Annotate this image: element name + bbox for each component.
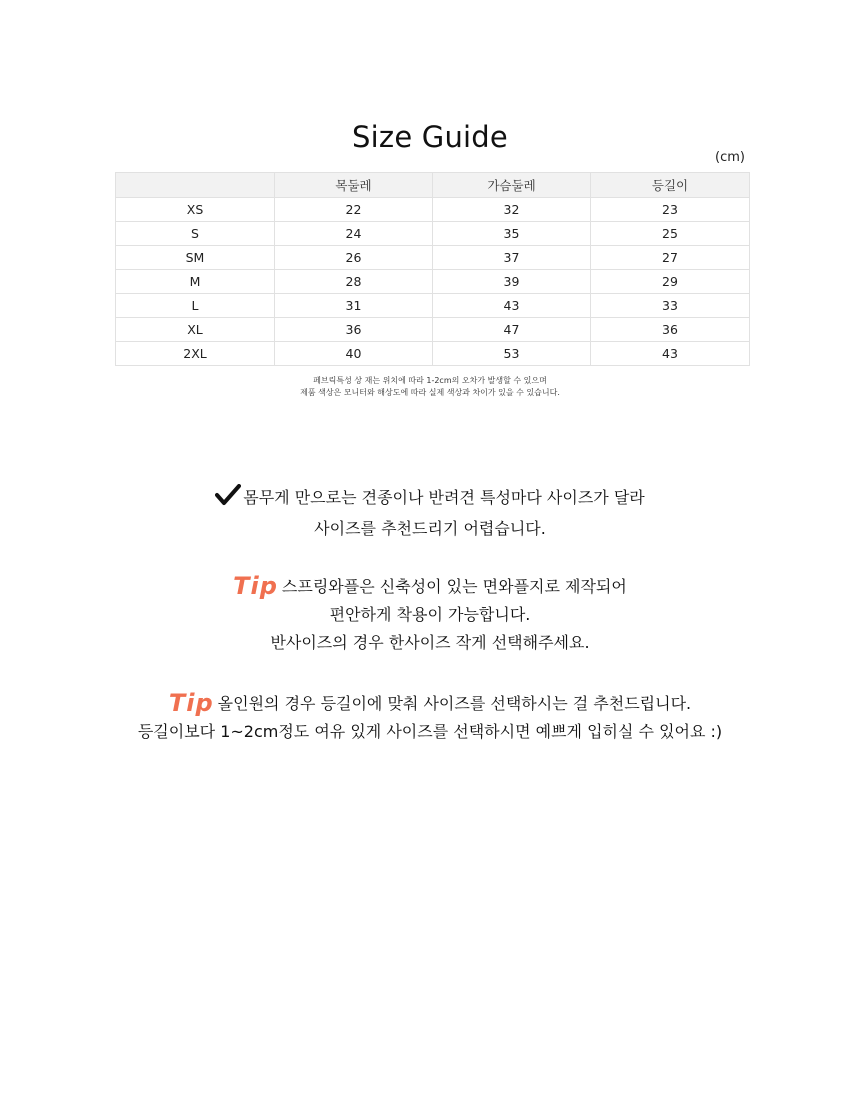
- size-cell: XL: [116, 318, 275, 342]
- neck-cell: 40: [275, 342, 433, 366]
- tip-badge: Tip: [168, 689, 214, 717]
- chest-cell: 47: [433, 318, 591, 342]
- tip-allinone: [0, 690, 860, 746]
- tip-line: 등길이보다 1~2cm정도 여유 있게 사이즈를 선택하시면 예쁘게 입히실 수 있어요 :): [137, 722, 723, 741]
- chest-cell: 35: [433, 222, 591, 246]
- back-cell: 29: [591, 270, 750, 294]
- table-row: [116, 270, 750, 294]
- size-cell: L: [116, 294, 275, 318]
- note-line: 페브릭특성 상 재는 위치에 따라 1-2cm의 오차가 발생할 수 있으며: [313, 376, 547, 385]
- size-table: [115, 172, 750, 366]
- tip-badge: Tip: [233, 572, 278, 600]
- chest-cell: 43: [433, 294, 591, 318]
- tip-line: [0, 690, 860, 718]
- tip-waffle: [0, 573, 860, 657]
- back-cell: 27: [591, 246, 750, 270]
- table-row: [116, 342, 750, 366]
- check-icon: [215, 484, 241, 515]
- back-cell: 23: [591, 198, 750, 222]
- size-cell: SM: [116, 246, 275, 270]
- back-cell: 25: [591, 222, 750, 246]
- back-cell: 43: [591, 342, 750, 366]
- size-cell: XS: [116, 198, 275, 222]
- notice-line: 사이즈를 추천드리기 어렵습니다.: [314, 519, 546, 538]
- table-row: [116, 318, 750, 342]
- tip-line: [0, 573, 860, 601]
- chest-cell: 37: [433, 246, 591, 270]
- table-row: [116, 222, 750, 246]
- chest-cell: 53: [433, 342, 591, 366]
- size-cell: S: [116, 222, 275, 246]
- neck-cell: 22: [275, 198, 433, 222]
- header-back-length: 등길이: [591, 173, 750, 198]
- table-header-row: [116, 173, 750, 198]
- neck-cell: 36: [275, 318, 433, 342]
- back-cell: 36: [591, 318, 750, 342]
- unit-label: (cm): [715, 150, 745, 165]
- chest-cell: 32: [433, 198, 591, 222]
- header-empty: [116, 173, 275, 198]
- tip-text: 스프링와플은 신축성이 있는 면와플지로 제작되어: [281, 577, 627, 596]
- recommendation-notice: [0, 484, 860, 543]
- tip-text: 올인원의 경우 등길이에 맞춰 사이즈를 선택하시는 걸 추천드립니다.: [217, 694, 692, 713]
- page-title: Size Guide: [352, 120, 508, 154]
- tip-line: 반사이즈의 경우 한사이즈 작게 선택해주세요.: [270, 633, 590, 652]
- notice-text: 몸무게 만으로는 견종이나 반려견 특성마다 사이즈가 달라: [243, 488, 645, 507]
- table-row: [116, 246, 750, 270]
- table-row: [116, 198, 750, 222]
- measurement-notes: [0, 375, 860, 399]
- table-row: [116, 294, 750, 318]
- header-chest: 가슴둘레: [433, 173, 591, 198]
- neck-cell: 28: [275, 270, 433, 294]
- neck-cell: 31: [275, 294, 433, 318]
- note-line: 제품 색상은 모니터와 해상도에 따라 실제 색상과 차이가 있을 수 있습니다.: [300, 388, 560, 397]
- tip-line: 편안하게 착용이 가능합니다.: [329, 605, 531, 624]
- neck-cell: 24: [275, 222, 433, 246]
- size-cell: 2XL: [116, 342, 275, 366]
- header-neck: 목둘레: [275, 173, 433, 198]
- notice-line: [0, 484, 860, 515]
- size-cell: M: [116, 270, 275, 294]
- chest-cell: 39: [433, 270, 591, 294]
- back-cell: 33: [591, 294, 750, 318]
- neck-cell: 26: [275, 246, 433, 270]
